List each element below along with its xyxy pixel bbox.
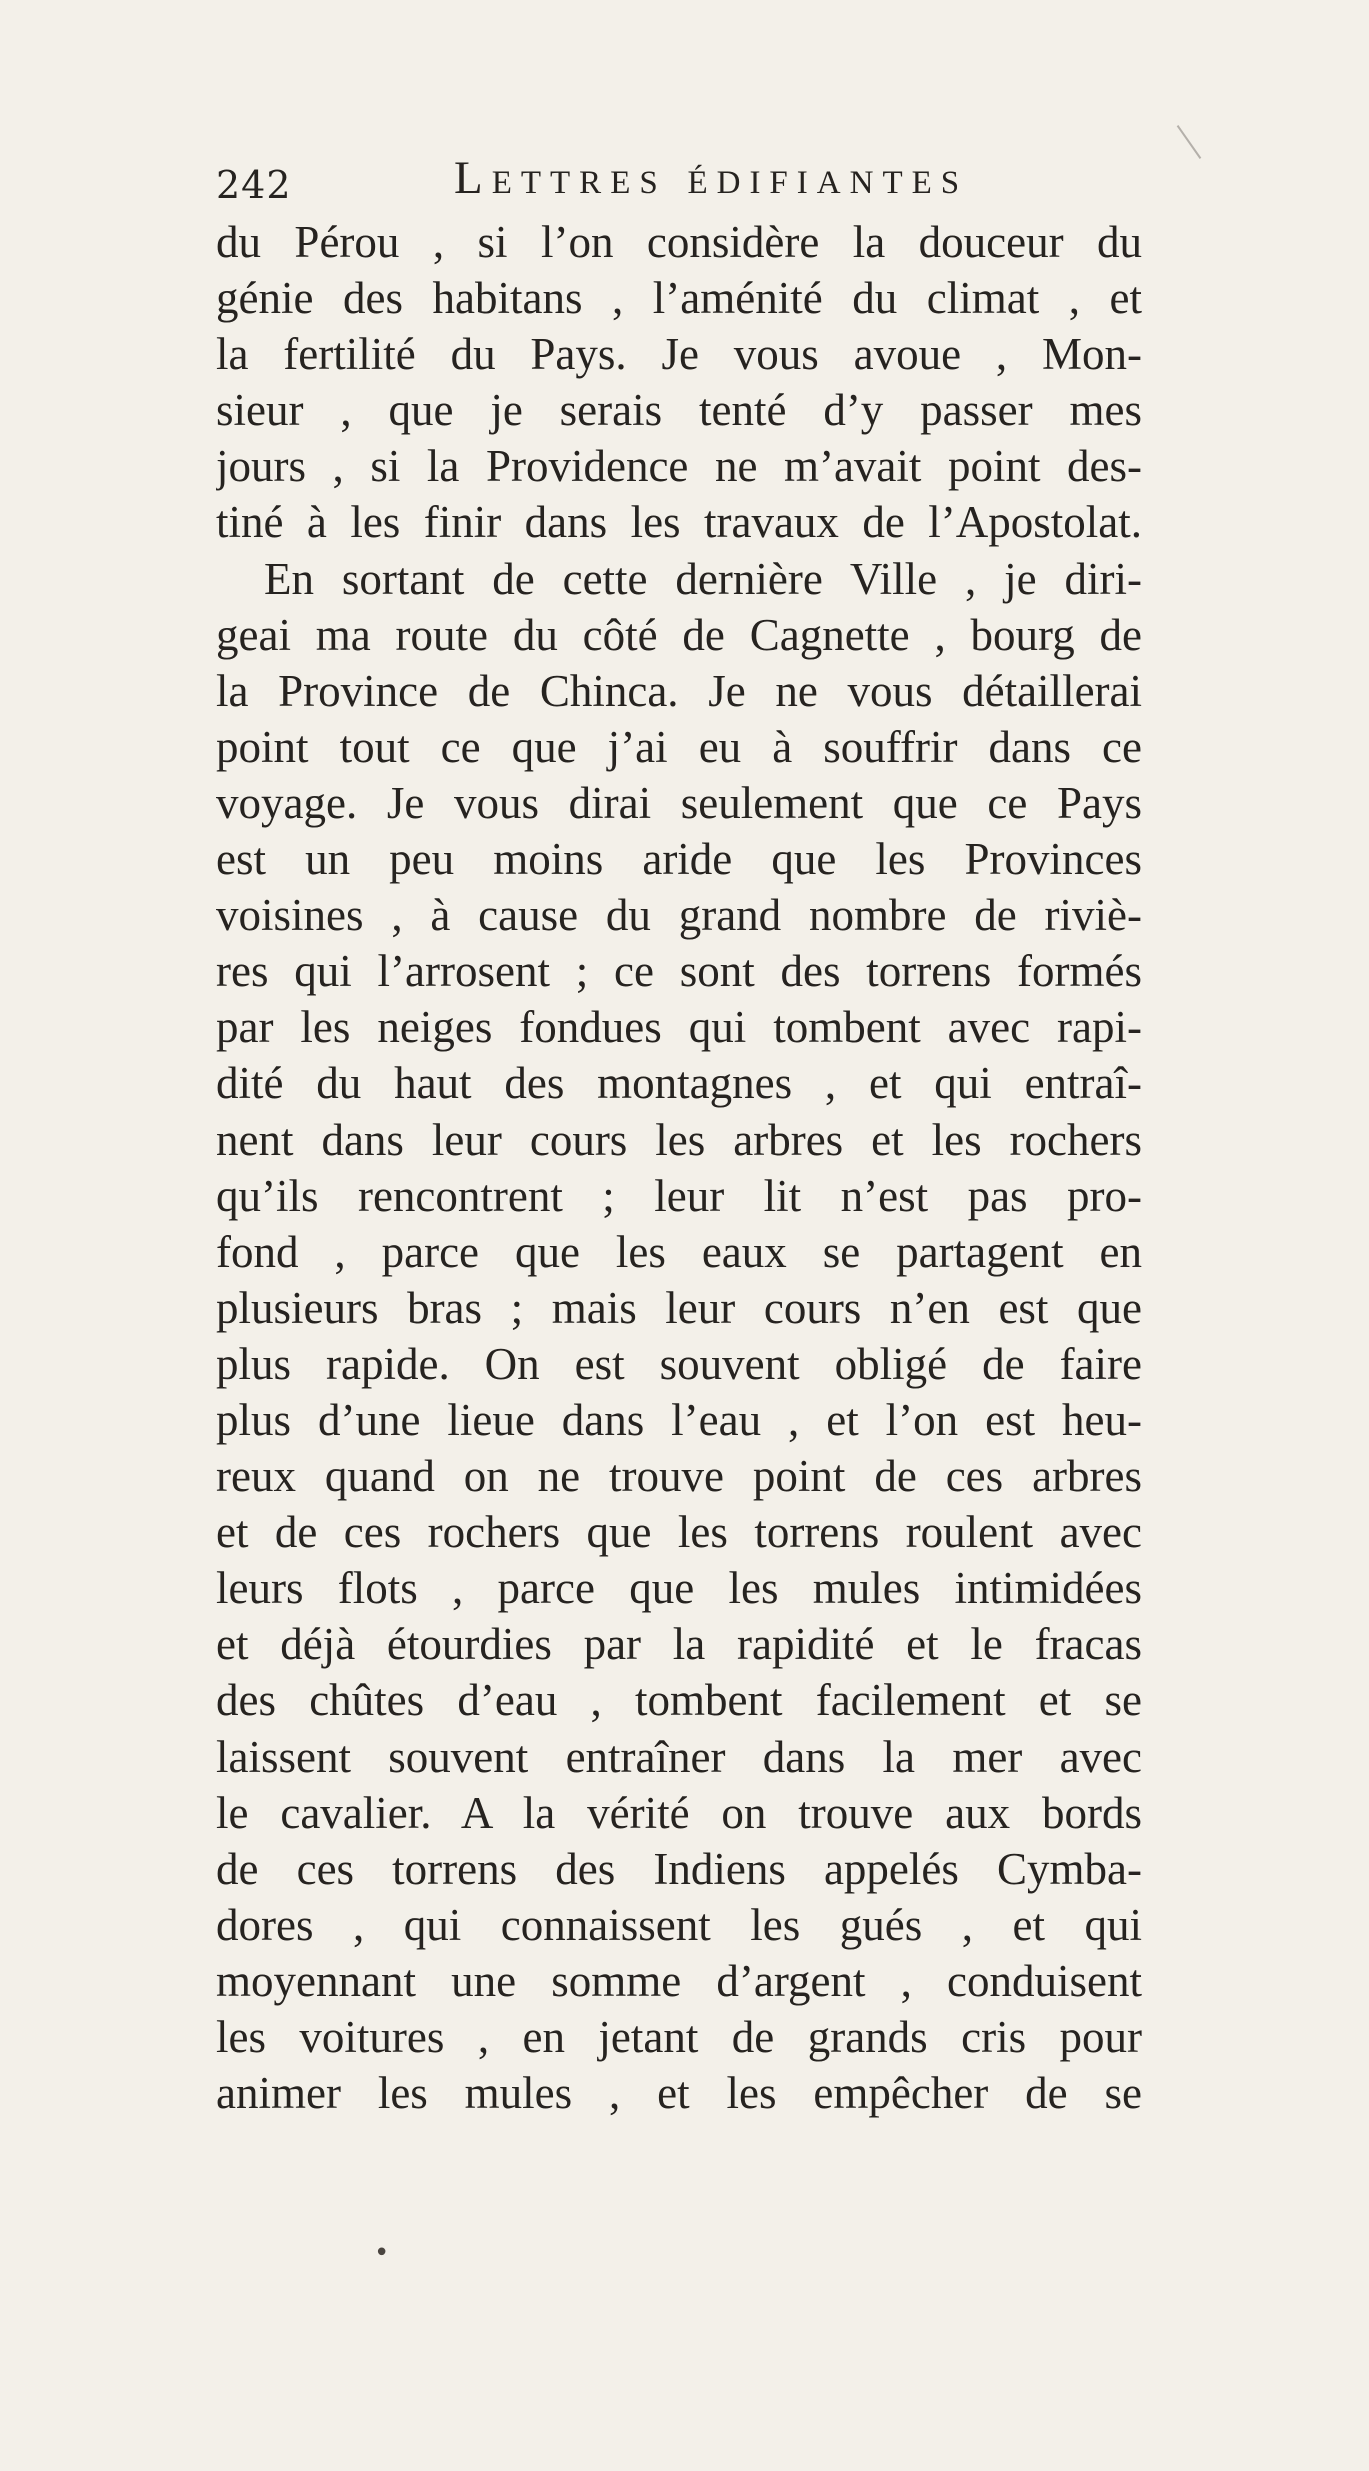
text-line: et déjà étourdies par la rapidité et le fracas <box>216 1619 1142 1670</box>
page-header <box>216 152 1116 215</box>
text-line: res qui l’arrosent ; ce sont des torrens formés <box>216 946 1142 997</box>
text-line: voyage. Je vous dirai seulement que ce Pays <box>216 777 1142 828</box>
text-line: jours , si la Providence ne m’avait point des- <box>216 441 1142 492</box>
text-line: reux quand on ne trouve point de ces arbres <box>216 1451 1142 1502</box>
text-line: voisines , à cause du grand nombre de riviè- <box>216 890 1142 941</box>
text-line: plus rapide. On est souvent obligé de faire <box>216 1338 1142 1389</box>
text-line: point tout ce que j’ai eu à souffrir dans ce <box>216 721 1142 772</box>
text-line: génie des habitans , l’aménité du climat , et <box>216 273 1142 324</box>
text-line: des chûtes d’eau , tombent facilement et se <box>216 1675 1142 1726</box>
text-line: la fertilité du Pays. Je vous avoue , Mon- <box>216 329 1142 380</box>
text-line: animer les mules , et les empêcher de se <box>216 2068 1142 2119</box>
paragraph-start-line: En sortant de cette dernière Ville , je diri- <box>264 553 1142 604</box>
text-line: nent dans leur cours les arbres et les rochers <box>216 1114 1142 1165</box>
text-line: plusieurs bras ; mais leur cours n’en est que <box>216 1282 1142 1333</box>
text-line: et de ces rochers que les torrens roulent avec <box>216 1507 1142 1558</box>
text-line: les voitures , en jetant de grands cris pour <box>216 2012 1142 2062</box>
text-line: par les neiges fondues qui tombent avec rapi- <box>216 1002 1142 1053</box>
text-line: la Province de Chinca. Je ne vous détaillerai <box>216 665 1142 716</box>
text-line: de ces torrens des Indiens appelés Cymba- <box>216 1843 1142 1894</box>
text-line: sieur , que je serais tenté d’y passer mes <box>216 385 1142 436</box>
page-number: 242 <box>216 163 292 207</box>
running-title: Lettres édifiantes <box>454 152 969 204</box>
text-line: laissent souvent entraîner dans la mer avec <box>216 1731 1142 1782</box>
text-line: plus d’une lieue dans l’eau , et l’on est heu- <box>216 1394 1142 1445</box>
text-line: le cavalier. A la vérité on trouve aux bords <box>216 1787 1142 1838</box>
text-line: geai ma route du côté de Cagnette , bourg de <box>216 609 1142 660</box>
text-line: leurs flots , parce que les mules intimidées <box>216 1563 1142 1614</box>
text-line: du Pérou , si l’on considère la douceur du <box>216 217 1142 267</box>
bottom-mark: • <box>374 2238 390 2268</box>
text-line: dores , qui connaissent les gués , et qui <box>216 1899 1142 1950</box>
text-line: dité du haut des montagnes , et qui entraî- <box>216 1058 1142 1109</box>
text-line: qu’ils rencontrent ; leur lit n’est pas pro- <box>216 1170 1142 1221</box>
text-line: moyennant une somme d’argent , conduisent <box>216 1955 1142 2006</box>
text-line: fond , parce que les eaux se partagent en <box>216 1226 1142 1277</box>
pencil-mark <box>1177 125 1202 159</box>
text-line: est un peu moins aride que les Provinces <box>216 834 1142 885</box>
text-line: tiné à les finir dans les travaux de l’Apostolat. <box>216 497 1142 548</box>
body-text <box>216 214 1142 2121</box>
